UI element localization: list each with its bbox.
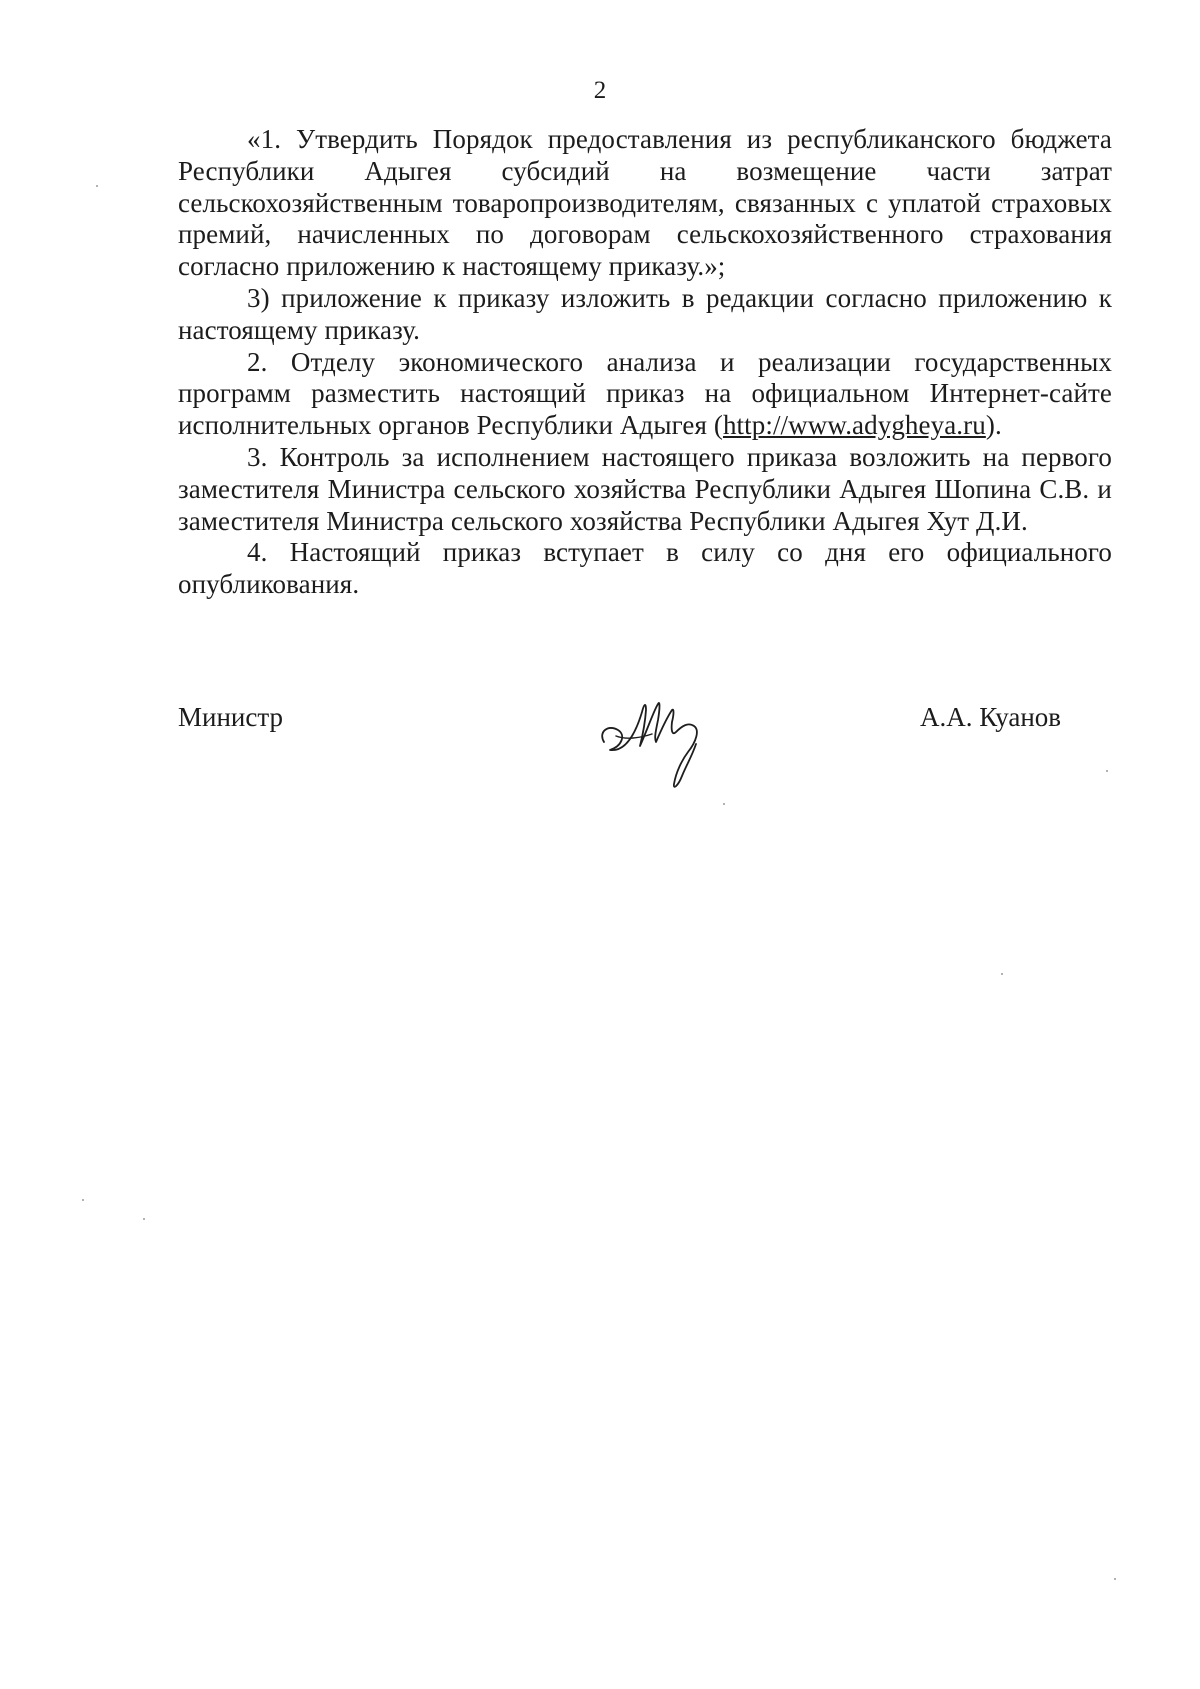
signatory-title: Министр bbox=[178, 702, 283, 732]
website-link[interactable]: http://www.adygheya.ru bbox=[722, 410, 986, 441]
signatory-name: А.А. Куанов bbox=[920, 702, 1062, 732]
paragraph-2-text: 2. Отделу экономического анализа и реализации государственных программ разместить настоящий приказ на официальном Интернет-сайте исполнительных органов Республики Адыгея ( bbox=[178, 346, 1112, 441]
scan-speck bbox=[1106, 770, 1108, 772]
scan-speck bbox=[82, 1199, 84, 1201]
scan-speck bbox=[143, 1218, 145, 1220]
paragraph-3: 3. Контроль за исполнением настоящего приказа возложить на первого заместителя Министра сельского хозяйства Республики Адыгея Шопина С.В. и заместителя Министра сельского хозяйства Республики Адыгея Хут Д.И. bbox=[178, 441, 1112, 536]
scan-speck bbox=[723, 803, 725, 805]
handwritten-signature bbox=[596, 680, 726, 800]
scan-speck bbox=[96, 185, 98, 187]
page-number: 2 bbox=[593, 77, 607, 104]
paragraph-2 bbox=[178, 347, 1112, 442]
paragraph-amendment-3: 3) приложение к приказу изложить в редакции согласно приложению к настоящему приказу. bbox=[178, 282, 1112, 345]
paragraph-4: 4. Настоящий приказ вступает в силу со дня его официального опубликования. bbox=[178, 537, 1112, 600]
document-body bbox=[178, 124, 1112, 601]
paragraph-amendment-1: «1. Утвердить Порядок предоставления из республиканского бюджета Республики Адыгея субсидий на возмещение части затрат сельскохозяйственным товаропроизводителям, связанных с уплатой страховых премий, начисленных по договорам сельскохозяйственного страхования согласно приложению к настоящему приказу.»; bbox=[178, 124, 1112, 282]
scan-speck bbox=[1001, 973, 1003, 975]
scan-speck bbox=[1114, 1578, 1116, 1580]
paragraph-2-end: ). bbox=[985, 410, 1002, 441]
